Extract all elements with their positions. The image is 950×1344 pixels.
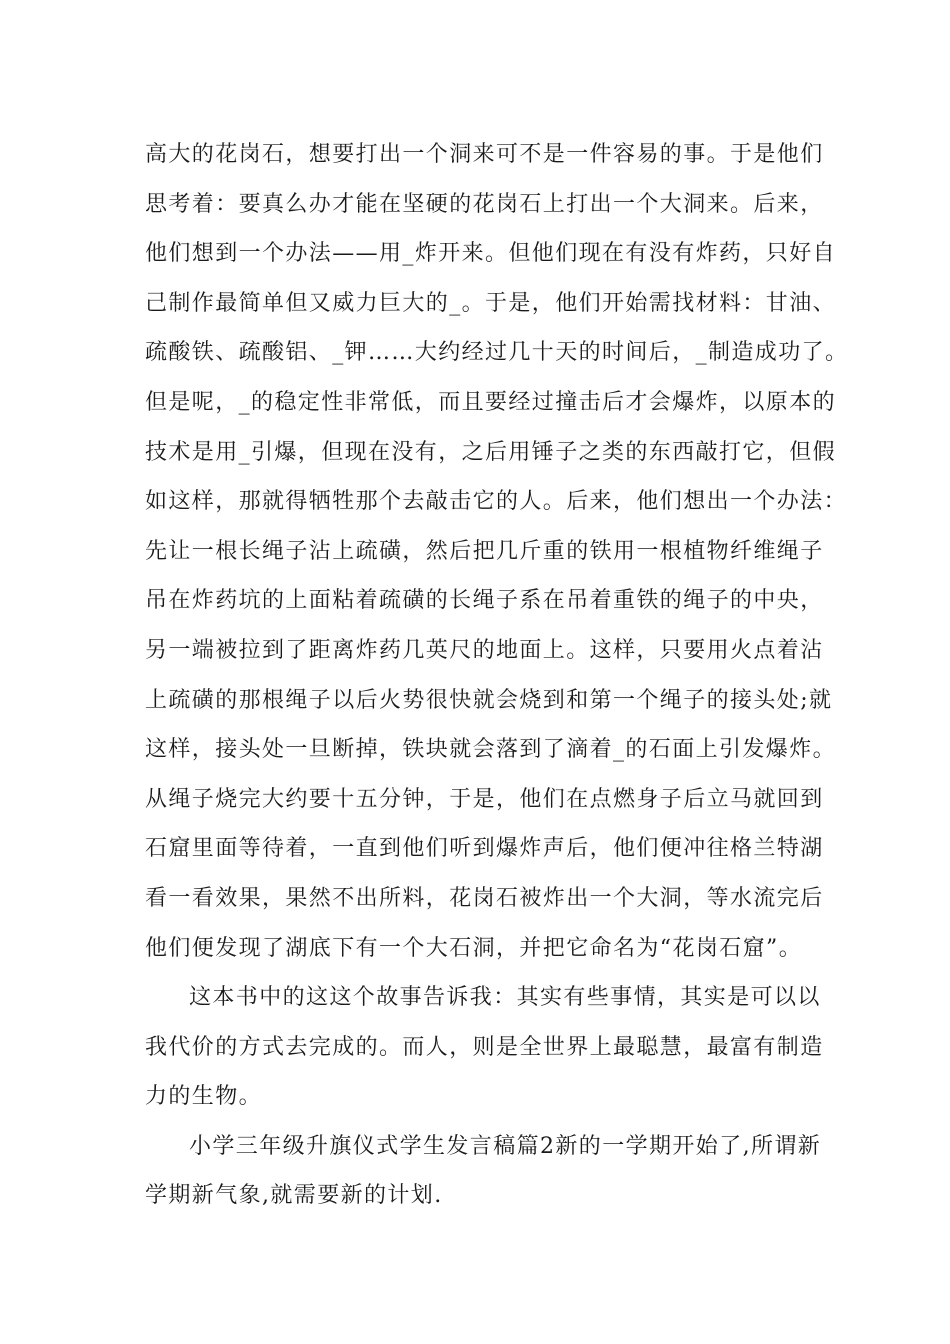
text-line: 他们便发现了湖底下有一个大石洞，并把它命名为“花岗石窟”。 xyxy=(145,935,803,961)
text-line: 但是呢，_的稳定性非常低，而且要经过撞击后才会爆炸，以原本的 xyxy=(145,389,837,415)
text-line: 我代价的方式去完成的。而人，则是全世界上最聪慧，最富有制造 xyxy=(145,1034,824,1060)
paragraph-start-line: 这本书中的这这个故事告诉我：其实有些事情，其实是可以以 xyxy=(189,985,821,1011)
text-line: 上疏磺的那根绳子以后火势很快就会烧到和第一个绳子的接头处;就 xyxy=(145,687,833,713)
text-line: 己制作最简单但又威力巨大的_。于是，他们开始需找材料：甘油、 xyxy=(145,290,837,316)
text-line: 从绳子烧完大约要十五分钟，于是，他们在点燃身子后立马就回到 xyxy=(145,786,824,812)
text-line: 思考着：要真么办才能在坚硬的花岗石上打出一个大洞来。后来， xyxy=(145,191,824,217)
text-line: 他们想到一个办法——用_炸开来。但他们现在有没有炸药，只好自 xyxy=(145,241,837,267)
text-line: 力的生物。 xyxy=(145,1084,263,1110)
text-line: 吊在炸药坑的上面粘着疏磺的长绳子系在吊着重铁的绳子的中央， xyxy=(145,588,824,614)
body-text xyxy=(145,130,849,1221)
text-line: 学期新气象,就需要新的计划. xyxy=(145,1183,443,1209)
text-line: 另一端被拉到了距离炸药几英尺的地面上。这样，只要用火点着沾 xyxy=(145,637,824,663)
text-line: 石窟里面等待着，一直到他们听到爆炸声后，他们便冲往格兰特湖 xyxy=(145,836,824,862)
text-line: 看一看效果，果然不出所料，花岗石被炸出一个大洞，等水流完后 xyxy=(145,885,824,911)
text-line: 这样，接头处一旦断掉，铁块就会落到了滴着_的石面上引发爆炸。 xyxy=(145,737,837,763)
text-line: 高大的花岗石，想要打出一个洞来可不是一件容易的事。于是他们 xyxy=(145,142,824,167)
text-line: 技术是用_引爆，但现在没有，之后用锤子之类的东西敲打它，但假 xyxy=(145,439,837,465)
text-line: 先让一根长绳子沾上疏磺，然后把几斤重的铁用一根植物纤维绳子 xyxy=(145,538,824,564)
text-line: 疏酸铁、疏酸铝、_钾……大约经过几十天的时间后，_制造成功了。 xyxy=(145,340,849,366)
text-line: 如这样，那就得牺牲那个去敲击它的人。后来，他们想出一个办法： xyxy=(145,489,848,515)
paragraph-start-line: 小学三年级升旗仪式学生发言稿篇2新的一学期开始了,所谓新 xyxy=(189,1133,822,1159)
